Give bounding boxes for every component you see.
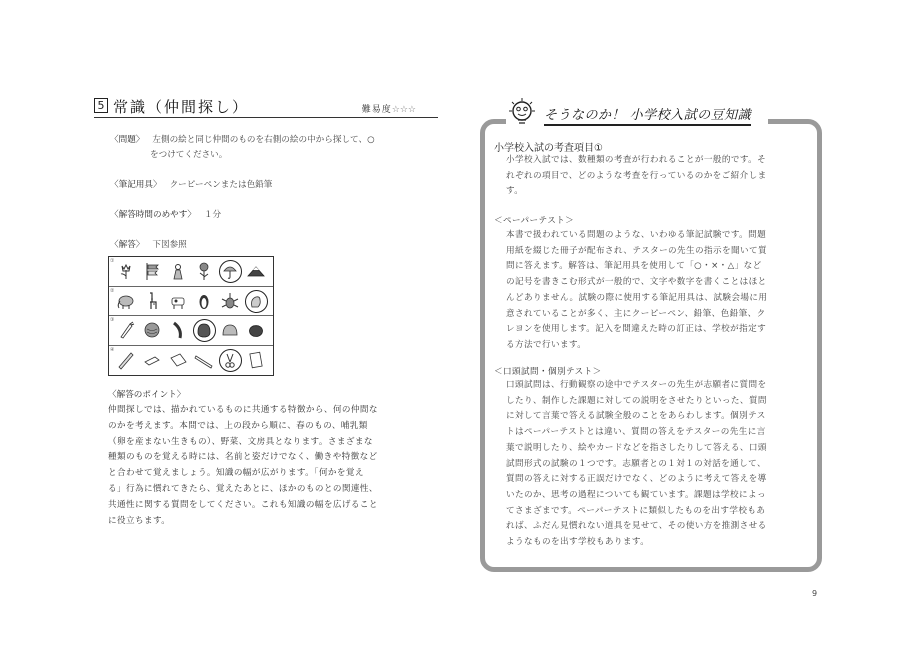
- answer-grid: [108, 256, 274, 376]
- beetle-icon: [219, 289, 241, 313]
- answer-label: 〈解答〉: [110, 240, 145, 250]
- tools-value: クーピーペンまたは色鉛筆: [169, 180, 273, 190]
- grid-row-1: [109, 257, 273, 287]
- oral-line: いたのか、思考の過程についても観ています。課題は学校によっ: [506, 489, 766, 500]
- hina-doll-icon: [167, 259, 189, 283]
- points-line: る」行為に慣れてきたら、覚えたあとに、ほかのものとの関連性、: [108, 483, 378, 494]
- oral-line: 試問形式の試験の１つです。志願者との１対１の対話を通して、: [506, 458, 766, 469]
- paper-test-heading: ＜ペーパーテスト＞: [494, 216, 575, 226]
- problem-text-line1: 左側の絵と同じ仲間のものを右側の絵の中から探して、○: [152, 135, 375, 145]
- cucumber-icon: [167, 318, 189, 342]
- carp-streamer-icon: [141, 259, 163, 283]
- giraffe-icon: [141, 289, 163, 313]
- cabbage-icon: [141, 318, 163, 342]
- tulip-icon: [115, 259, 137, 283]
- oral-line: 口頭試問は、行動観察の途中でテスターの先生が志願者に質問を: [506, 380, 767, 390]
- eggplant-icon: [245, 318, 267, 342]
- paper-line: んどありません。試験の際に使用する筆記用具は、試験会場に用: [506, 292, 768, 303]
- cow-icon: [167, 289, 189, 313]
- eraser-icon: [141, 348, 163, 372]
- intro-line: す。: [506, 186, 524, 197]
- intro-line: 小学校入試では、数種類の考査が行われることが一般的です。そ: [506, 155, 767, 165]
- paper-line: る方法で行います。: [506, 339, 587, 350]
- paper-line: レヨンを使用します。記入を間違えた時の訂正は、学校が指定す: [506, 324, 767, 335]
- row-number: ②: [110, 287, 115, 294]
- paper-line: 用紙を綴じた冊子が配布され、テスターの先生の指示を聞いて質: [506, 245, 767, 256]
- oral-line: に対して言葉で答える試験全般のことをあらわします。個別テス: [506, 411, 766, 422]
- oral-line: れば、ふだん見慣れない道具を見せて、その使い方を推測させる: [506, 521, 767, 532]
- points-line: 仲間探しでは、描かれているものに共通する特徴から、何の仲間な: [108, 405, 378, 415]
- difficulty-label: 難易度: [361, 105, 392, 115]
- points-line: （卵を産まない生きもの）、野菜、文房具となります。さまざまな: [108, 436, 373, 447]
- question-section: [94, 96, 438, 250]
- paper-line: 問に答えます。解答は、筆記用具を使用して「○・×・△」など: [506, 261, 762, 272]
- scissors-icon: [219, 348, 241, 372]
- page-number: 9: [812, 589, 818, 598]
- melon-icon: [193, 318, 215, 342]
- tips-banner: [506, 96, 768, 128]
- paper-line: 意されていることが多く、主にクーピーペン、鉛筆、色鉛筆、ク: [506, 308, 766, 319]
- points-line: 共通性に関する質問をしてください。これも知識の幅を広げること: [108, 499, 378, 510]
- grid-row-4: [109, 346, 273, 376]
- penguin-icon: [193, 289, 215, 313]
- time-value: １分: [203, 210, 222, 220]
- lightbulb-mascot-icon: [506, 96, 538, 128]
- row-number: ④: [110, 346, 115, 353]
- row-number: ③: [110, 317, 115, 323]
- section-number: 5: [94, 98, 108, 113]
- oral-test-heading: ＜口頭試問・個別テスト＞: [494, 367, 602, 377]
- tools-label: 〈筆記用具〉: [110, 180, 162, 190]
- bread-icon: [219, 318, 241, 342]
- paper-icon: [245, 348, 267, 372]
- elephant-icon: [115, 289, 137, 313]
- oral-line: てさまざまです。ペーパーテストに類似したものを出す学校もあ: [506, 505, 766, 516]
- section-title: 常識（仲間探し）: [113, 98, 250, 116]
- grid-row-2: [109, 287, 273, 317]
- oral-line: 葉で説明したり、絵やカードなどを指さしたりして答える、口頭: [506, 442, 767, 453]
- carrot-icon: [115, 318, 137, 342]
- problem-label: 〈問題〉: [110, 135, 145, 145]
- tools-block: [110, 178, 272, 193]
- points-line: のかを考えます。本問では、上の段から順に、春のもの、哺乳類: [108, 420, 368, 431]
- oral-test-text: [506, 378, 808, 551]
- oral-line: したり、制作した課題に対しての説明をさせたりといった、質問: [506, 395, 767, 406]
- pencil-icon: [115, 348, 137, 372]
- paper-test-text: [506, 228, 808, 354]
- points-line: 種類のものを覚える時には、名前と姿だけでなく、働きや特徴など: [108, 452, 378, 463]
- answer-block: [110, 238, 187, 253]
- kangaroo-icon: [245, 289, 267, 313]
- tips-intro: [506, 153, 808, 200]
- problem-text-line2: をつけてください。: [150, 150, 228, 160]
- difficulty-stars: ☆☆☆: [391, 105, 416, 115]
- points-line: に役立ちます。: [108, 515, 171, 526]
- grid-row-3: [109, 316, 273, 346]
- dandelion-icon: [193, 259, 215, 283]
- time-block: [110, 208, 221, 223]
- oral-line: ようなものを出す学校もあります。: [506, 537, 650, 548]
- points-title: 〈解答のポイント〉: [108, 390, 186, 400]
- umbrella-icon: [219, 259, 241, 283]
- intro-line: れぞれの項目で、どのような考査を行っているのかをご紹介しま: [506, 170, 767, 181]
- paper-line: の記号を書きこむ形式が一般的で、文字や数字を書くことはほと: [506, 277, 767, 288]
- notebook-icon: [167, 348, 189, 372]
- paper-line: 本書で扱われている問題のような、いわゆる筆記試験です。問題: [506, 230, 767, 240]
- points-text: [108, 403, 426, 529]
- mountain-sun-icon: [245, 259, 267, 283]
- ruler-icon: [193, 348, 215, 372]
- row-number: ①: [110, 258, 115, 264]
- oral-line: 質問の答えに対する正誤だけでなく、どのように考えて答えを導: [506, 474, 767, 485]
- difficulty-rating: [362, 102, 416, 115]
- points-line: と合わせて覚えましょう。知識の幅が広がります。「何かを覚え: [108, 468, 364, 479]
- problem-block: [110, 133, 430, 163]
- tips-subtitle: 小学校入試の考査項目①: [494, 143, 603, 154]
- answer-value: 下図参照: [152, 240, 187, 250]
- tips-title: そうなのか！ 小学校入試の豆知識: [544, 104, 751, 126]
- oral-line: トはペーパーテストとは違い、質問の答えをテスターの先生に言: [506, 427, 766, 438]
- section-header: [94, 96, 438, 118]
- time-label: 〈解答時間のめやす〉: [110, 210, 196, 220]
